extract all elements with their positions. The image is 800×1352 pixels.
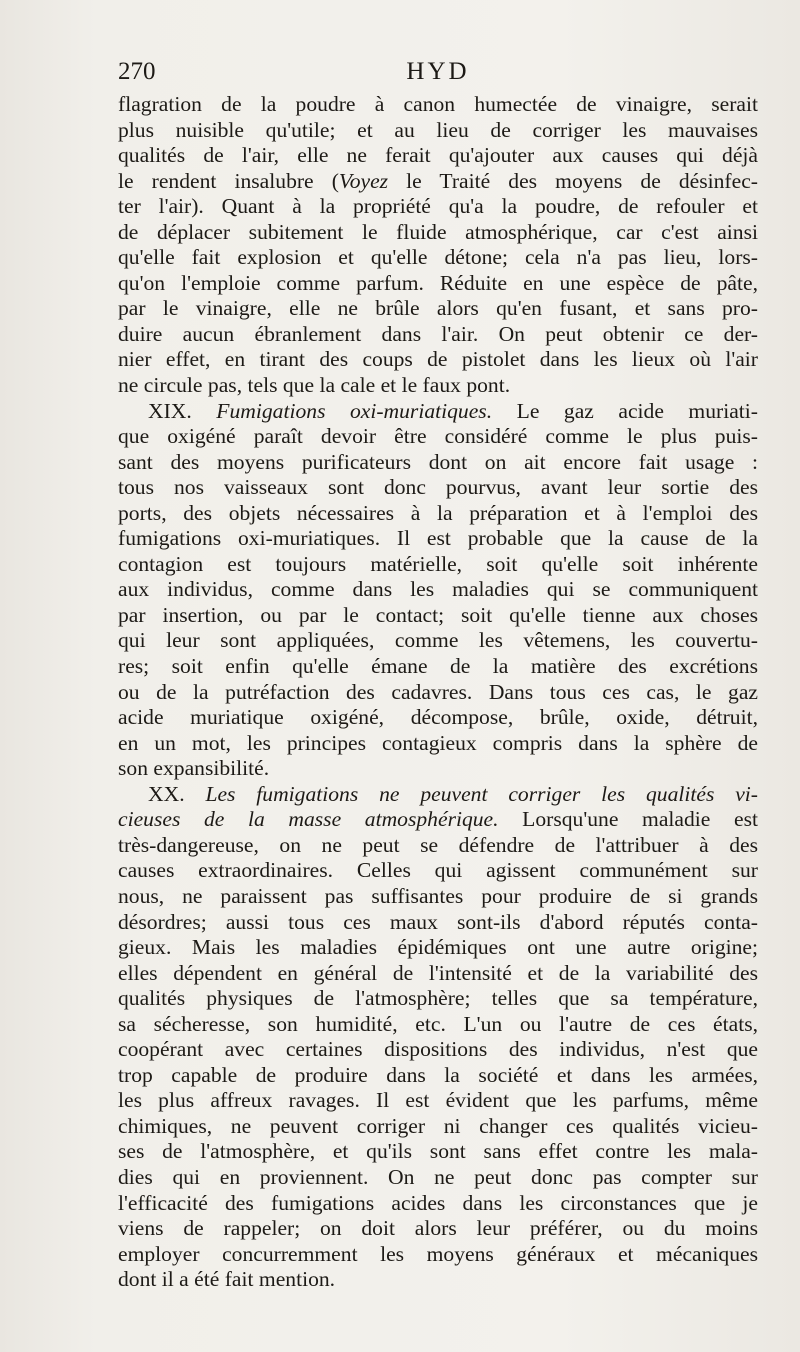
- text-line: flagration de la poudre à canon humectée de vinaigre, serait: [118, 92, 758, 116]
- italic-text: cieuses de la masse atmosphérique.: [118, 807, 499, 832]
- text-line: sant des moyens purificateurs dont on ait encore fait usage :: [118, 449, 758, 474]
- text-line: très-dangereuse, on ne peut se défendre de l'attribuer à des: [118, 832, 758, 857]
- text-line: ne circule pas, tels que la cale et le faux pont.: [118, 373, 511, 398]
- text-line: ter l'air). Quant à la propriété qu'a la poudre, de refouler et: [118, 194, 758, 219]
- body-text: [118, 92, 758, 1293]
- text-line: aux individus, comme dans les maladies qui se communiquent: [118, 577, 758, 602]
- text-line: duire aucun ébranlement dans l'air. On peut obtenir ce der-: [118, 321, 758, 346]
- text-line: ports, des objets nécessaires à la préparation et à l'emploi des: [118, 500, 758, 525]
- text-line: en un mot, les principes contagieux compris dans la sphère de: [118, 730, 758, 755]
- text-line: employer concurremment les moyens généraux et mécaniques: [118, 1241, 758, 1266]
- text-line: ou de la putréfaction des cadavres. Dans tous ces cas, le gaz: [118, 679, 758, 704]
- text-line: dont il a été fait mention.: [118, 1267, 336, 1292]
- text-line: coopérant avec certaines dispositions des individus, n'est que: [118, 1037, 758, 1062]
- text-line: son expansibilité.: [118, 756, 270, 781]
- text-line: désordres; aussi tous ces maux sont-ils d'abord réputés conta-: [118, 909, 758, 934]
- running-head: HYD: [406, 58, 470, 85]
- page-number: 270: [118, 58, 156, 85]
- text-line: acide muriatique oxigéné, décompose, brûle, oxide, détruit,: [118, 705, 758, 730]
- text-line: qui leur sont appliquées, comme les vêtemens, les couvertu-: [118, 628, 758, 653]
- text-line: res; soit enfin qu'elle émane de la matière des excrétions: [118, 654, 758, 679]
- text-line: tous nos vaisseaux sont donc pourvus, avant leur sortie des: [118, 475, 758, 500]
- text-line: l'efficacité des fumigations acides dans les circonstances que je: [118, 1190, 758, 1215]
- text-line: par le vinaigre, elle ne brûle alors qu'en fusant, et sans pro-: [118, 296, 758, 321]
- page-header: [118, 58, 758, 94]
- text-line: trop capable de produire dans la société et dans les armées,: [118, 1062, 758, 1087]
- italic-text: Les fumigations ne peuvent corriger les qualités vi-: [205, 781, 758, 806]
- text-line: fumigations oxi-muriatiques. Il est probable que la cause de la: [118, 526, 758, 551]
- text-line: plus nuisible qu'utile; et au lieu de corriger les mauvaises: [118, 117, 758, 142]
- text-line: viens de rappeler; on doit alors leur préférer, ou du moins: [118, 1216, 758, 1241]
- text-line: XX. Les fumigations ne peuvent corriger les qualités vi-: [148, 781, 758, 806]
- text-line: XIX. Fumigations oxi-muriatiques. Le gaz acide muriati-: [148, 398, 758, 423]
- text-line: qualités physiques de l'atmosphère; telles que sa température,: [118, 986, 758, 1011]
- text-line: nous, ne paraissent pas suffisantes pour produire de si grands: [118, 883, 758, 908]
- text-line: cieuses de la masse atmosphérique. Lorsqu'une maladie est: [118, 807, 758, 832]
- text-line: causes extraordinaires. Celles qui agissent communément sur: [118, 858, 758, 883]
- text-line: chimiques, ne peuvent corriger ni changer ces qualités vicieu-: [118, 1113, 758, 1138]
- text-line: elles dépendent en général de l'intensité et de la variabilité des: [118, 960, 758, 985]
- text-line: de déplacer subitement le fluide atmosphérique, car c'est ainsi: [118, 219, 758, 244]
- text-line: les plus affreux ravages. Il est évident que les parfums, même: [118, 1088, 758, 1113]
- italic-text: Fumigations oxi-muriatiques.: [216, 398, 493, 423]
- text-line: contagion est toujours matérielle, soit qu'elle soit inhérente: [118, 551, 758, 576]
- text-line: nier effet, en tirant des coups de pistolet dans les lieux où l'air: [118, 347, 758, 372]
- text-line: par insertion, ou par le contact; soit qu'elle tienne aux choses: [118, 602, 758, 627]
- text-line: qu'on l'emploie comme parfum. Réduite en une espèce de pâte,: [118, 270, 758, 295]
- text-line: dies qui en proviennent. On ne peut donc pas compter sur: [118, 1164, 758, 1189]
- text-line: que oxigéné paraît devoir être considéré comme le plus puis-: [118, 424, 758, 449]
- text-line: ses de l'atmosphère, et qu'ils sont sans effet contre les mala-: [118, 1139, 758, 1164]
- italic-text: Voyez: [338, 168, 389, 193]
- text-line: qu'elle fait explosion et qu'elle détone; cela n'a pas lieu, lors-: [118, 245, 758, 270]
- text-line: sa sécheresse, son humidité, etc. L'un ou l'autre de ces états,: [118, 1011, 758, 1036]
- text-line: le rendent insalubre (Voyez le Traité des moyens de désinfec-: [118, 168, 758, 193]
- text-line: qualités de l'air, elle ne ferait qu'ajouter aux causes qui déjà: [118, 143, 758, 168]
- text-line: gieux. Mais les maladies épidémiques ont une autre origine;: [118, 935, 758, 960]
